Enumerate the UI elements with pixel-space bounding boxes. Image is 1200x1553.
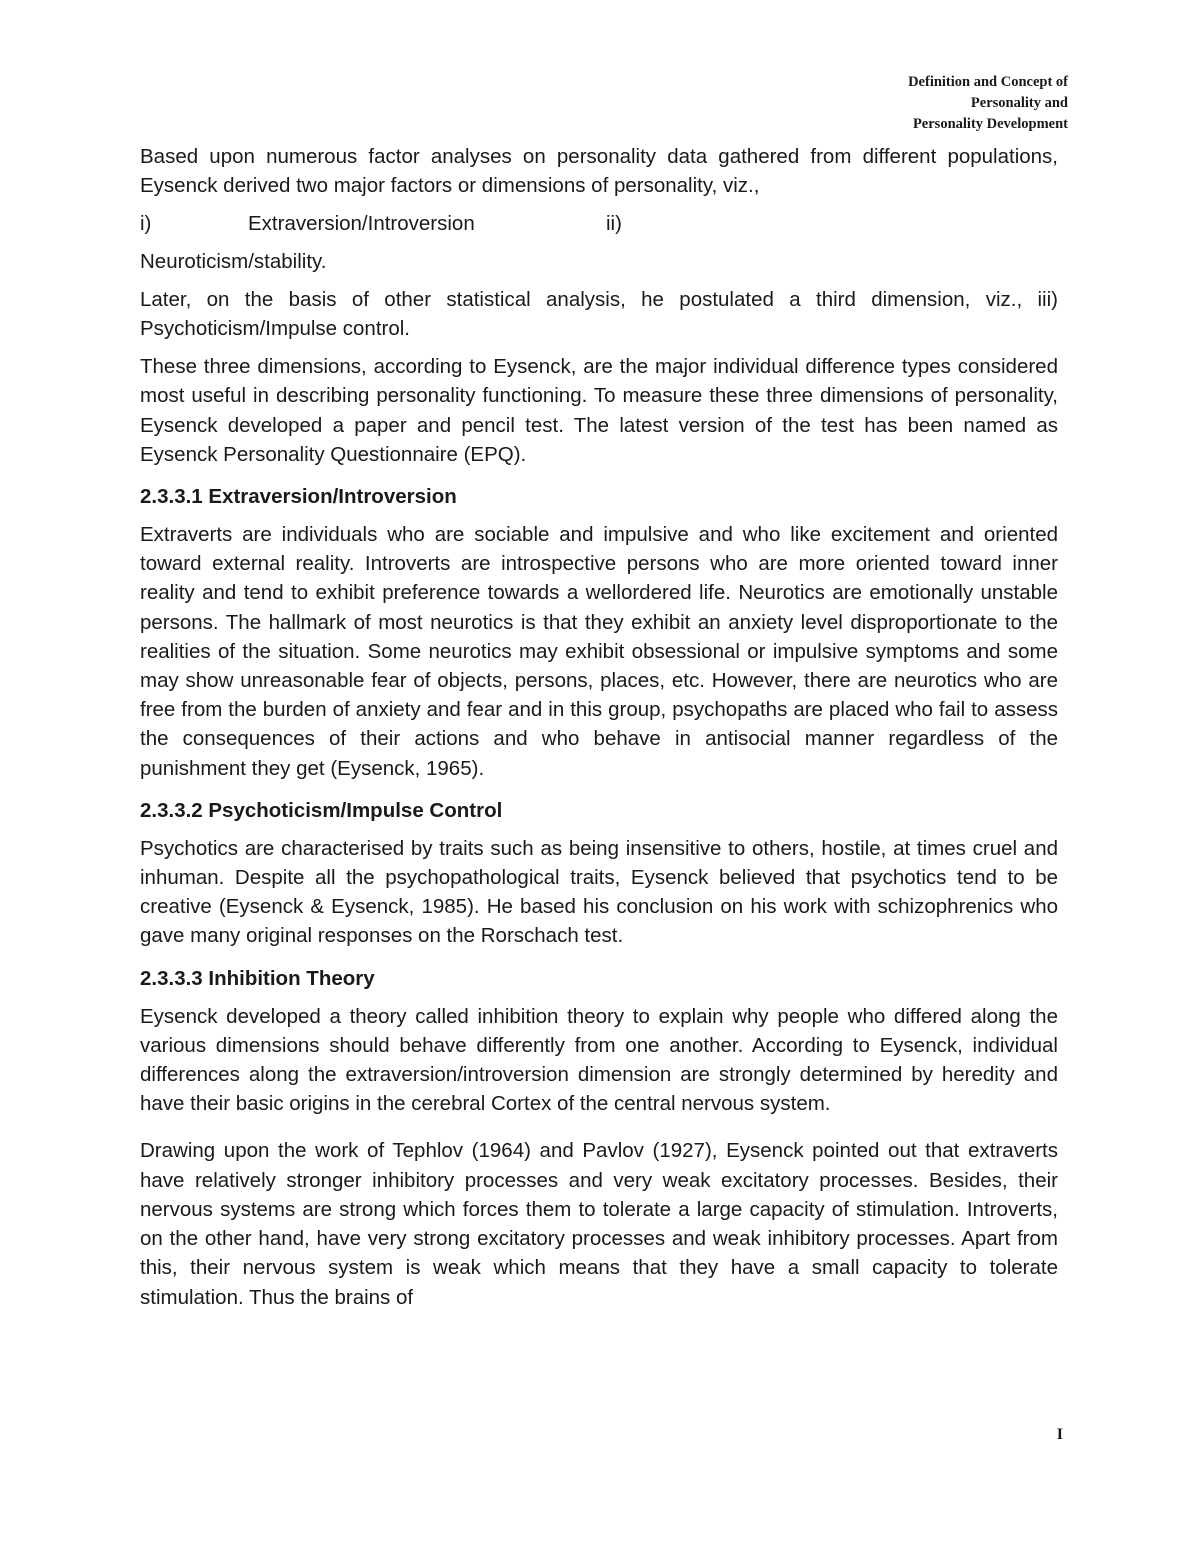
running-header-line-2: Personality and — [970, 95, 1068, 111]
document-body — [140, 142, 1058, 1321]
section-inhibition-paragraph-1: Eysenck developed a theory called inhibition theory to explain why people who differed along the various dimensions should behave differently from one another. According to Eysenck, individual differences along the extraversion/introversion dimension are strongly determined by heredity and have their basic origins in the cerebral Cortex of the central nervous system. — [140, 1004, 1058, 1116]
section-heading-psychoticism: 2.3.3.2 Psychoticism/Impulse Control — [140, 798, 503, 822]
section-inhibition-paragraph-2: Drawing upon the work of Tephlov (1964) and Pavlov (1927), Eysenck pointed out that extraverts have relatively stronger inhibitory processes and very weak excitatory processes. Besides, their nervous systems are strong which forces them to tolerate a large capacity of stimulation. Introverts, on the other hand, have very strong excitatory processes and weak inhibitory processes. Apart from this, their nervous system is weak which means that they have a small capacity to tolerate stimulation. Thus the brains of — [140, 1139, 1058, 1309]
section-heading-extraversion: 2.3.3.1 Extraversion/Introversion — [140, 485, 457, 509]
list-number-1: i) — [140, 212, 152, 236]
running-header — [908, 72, 1068, 135]
section-heading-inhibition: 2.3.3.3 Inhibition Theory — [140, 966, 375, 990]
section-extraversion-paragraph: Extraverts are individuals who are sociable and impulsive and who like excitement and oriented toward external reality. Introverts are introspective persons who are more oriented toward inner reality and tend to exhibit preference towards a wellordered life. Neurotics are emotionally unstable persons. The hallmark of most neurotics is that they exhibit an anxiety level disproportionate to the realities of the situation. Some neurotics may exhibit obsessional or impulsive symptoms and some may show unreasonable fear of objects, persons, places, etc. However, there are neurotics who are free from the burden of anxiety and fear and in this group, psychopaths are placed who fail to assess the consequences of their actions and who behave in antisocial manner regardless of the punishment they get (Eysenck, 1965). — [140, 523, 1058, 780]
dimension-list — [140, 209, 1058, 238]
intro-paragraph-3: Later, on the basis of other statistical analysis, he postulated a third dimension, viz., iii) Psychoticism/Impulse control. — [140, 287, 1058, 341]
page-number: I — [1056, 1426, 1063, 1443]
intro-paragraph-2: Neuroticism/stability. — [140, 249, 327, 273]
running-header-line-1: Definition and Concept of — [908, 74, 1068, 90]
list-number-2: ii) — [606, 212, 622, 236]
intro-paragraph-4: These three dimensions, according to Eysenck, are the major individual difference types considered most useful in describing personality functioning. To measure these three dimensions of personality, Eysenck developed a paper and pencil test. The latest version of the test has been named as Eysenck Personality Questionnaire (EPQ). — [140, 355, 1058, 466]
intro-paragraph-1: Based upon numerous factor analyses on personality data gathered from different populations, Eysenck derived two major factors or dimensions of personality, viz., — [140, 145, 1058, 198]
list-item-1: Extraversion/Introversion — [248, 212, 475, 236]
section-psychoticism-paragraph: Psychotics are characterised by traits such as being insensitive to others, hostile, at times cruel and inhuman. Despite all the psychopathological traits, Eysenck believed that psychotics tend to be creative (Eysenck & Eysenck, 1985). He based his conclusion on his work with schizophrenics who gave many original responses on the Rorschach test. — [140, 836, 1058, 948]
running-header-line-3: Personality Development — [912, 116, 1068, 132]
